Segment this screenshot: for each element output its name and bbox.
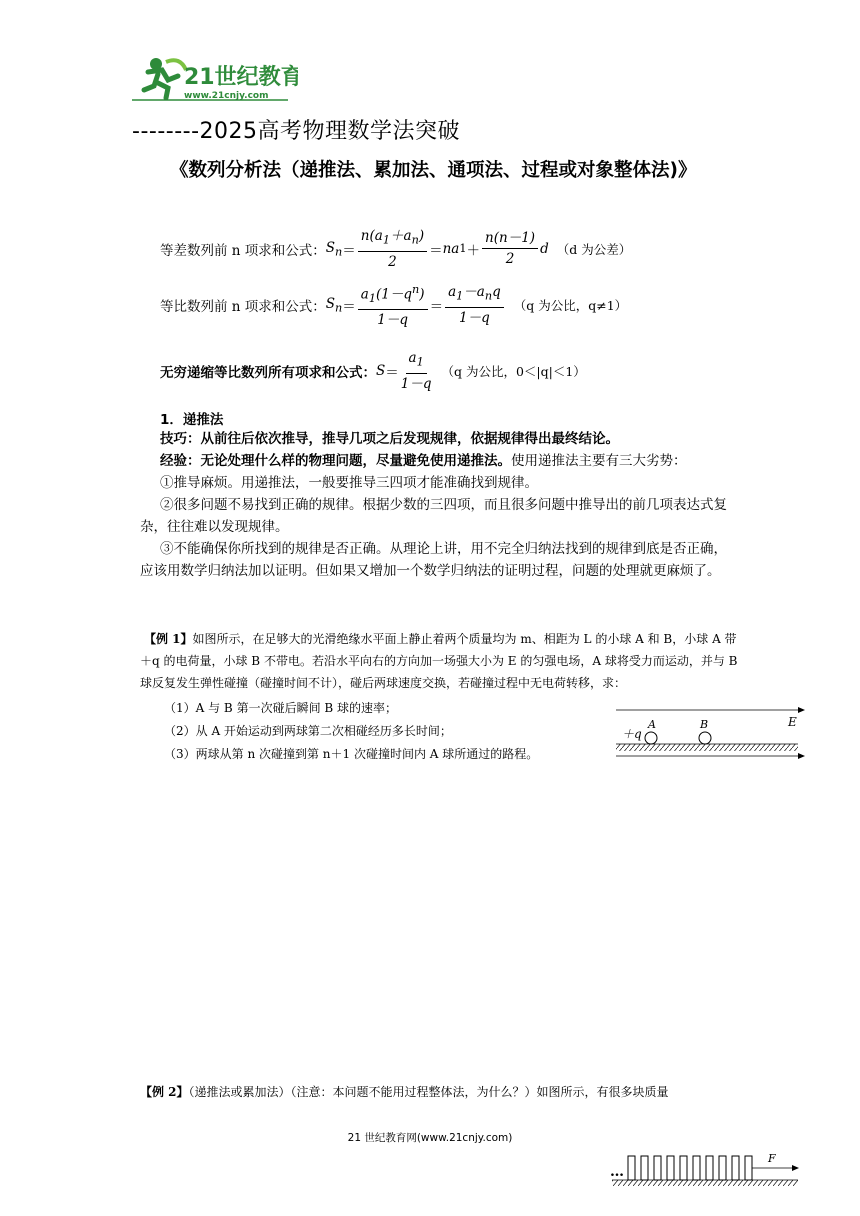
site-logo <box>128 52 298 104</box>
ball-a-label: A <box>648 718 656 731</box>
ball-b-label: B <box>700 718 709 731</box>
logo-text: 21世纪教育 <box>184 65 298 90</box>
example-1-question-3: （3）两球从第 n 次碰撞到第 n＋1 次碰撞时间内 A 球所通过的路程。 <box>164 747 539 761</box>
infinite-sum-formula: 无穷递缩等比数列所有项求和公式： S ＝ $\frac{a_1}{1-q}$ （q 为公比，0＜|q|＜1） <box>160 350 586 392</box>
page-footer: 21 世纪教育网(www.21cnjy.com) <box>347 1132 513 1144</box>
example-1-text <box>140 628 738 694</box>
arithmetic-formula-note: （d 为公差） <box>556 241 632 257</box>
infinite-formula-note: （q 为公比，0＜|q|＜1） <box>441 363 586 379</box>
example-1-question-1: （1）A 与 B 第一次碰后瞬间 B 球的速率； <box>164 701 398 715</box>
continuation-dots: … <box>610 1164 624 1180</box>
arithmetic-sum-formula: 等差数列前 n 项求和公式： $S_n$ ＝ $\frac{n(a_1+a_n)}{2}$ ＝ na 1 ＋ $\frac{n(n-1)}{2}$ d （d 为公差） <box>160 228 632 270</box>
disadvantage-2: ②很多问题不易找到正确的规律。根据少数的三四项，而且很多问题中推导出的前几项表达式复杂，往往难以发现规律。 <box>140 497 727 535</box>
series-title: --------2025高考物理数学法突破 <box>132 119 460 144</box>
force-label: F <box>768 1152 776 1165</box>
charge-label: ＋q <box>622 727 642 741</box>
disadvantage-1: ①推导麻烦。用递推法，一般要推导三四项才能准确找到规律。 <box>160 475 538 491</box>
arithmetic-formula-label: 等差数列前 n 项求和公式： <box>160 242 326 259</box>
experience-rest: 使用递推法主要有三大劣势： <box>511 453 687 469</box>
example-1-tag: 【例 1】 <box>144 632 193 646</box>
field-label: E <box>788 715 797 729</box>
disadvantage-3: ③不能确保你所找到的规律是否正确。从理论上讲，用不完全归纳法找到的规律到底是否正确，应该用数学归纳法加以证明。但如果又增加一个数学归纳法的证明过程，问题的处理就更麻烦了。 <box>140 541 727 579</box>
geometric-sum-formula: 等比数列前 n 项求和公式： $S_n$ ＝ $\frac{a_1(1-q^n)}{1-q}$ ＝ $\frac{a_1-a_nq}{1-q}$ （q 为公比，q≠1） <box>160 280 627 330</box>
section-heading: 1．递推法 <box>160 412 224 428</box>
experience-bold: 经验：无论处理什么样的物理问题，尽量避免使用递推法。 <box>160 453 511 469</box>
geometric-formula-note: （q 为公比，q≠1） <box>513 298 628 314</box>
infinite-formula-label: 无穷递缩等比数列所有项求和公式： <box>160 364 376 381</box>
example-1-figure <box>612 706 808 762</box>
technique-text: 技巧：从前往后依次推导，推导几项之后发现规律，依据规律得出最终结论。 <box>160 431 619 447</box>
example-1-body: 如图所示，在足够大的光滑绝缘水平面上静止着两个质量均为 m、相距为 L 的小球 A 和 B，小球 A 带＋q 的电荷量，小球 B 不带电。若沿水平向右的方向加一场强大小为 E 的匀强电场，A 球将受力而运动，并与 B 球反复发生弹性碰撞（碰撞时间不计），碰后两球速度交换，若碰撞过程中无电荷转移，求： <box>140 632 738 690</box>
example-2-text <box>140 1081 738 1103</box>
example-2-body: （递推法或累加法）（注意：本问题不能用过程整体法，为什么？）如图所示，有很多块质量 <box>188 1085 669 1099</box>
document-title: 《数列分析法（递推法、累加法、通项法、过程或对象整体法)》 <box>170 160 697 181</box>
logo-url: www.21cnjy.com <box>184 91 269 101</box>
example-2-figure <box>608 1150 804 1190</box>
example-2-tag: 【例 2】 <box>140 1085 189 1099</box>
experience-paragraph <box>140 450 730 472</box>
example-1-question-2: （2）从 A 开始运动到两球第二次相碰经历多长时间； <box>164 724 452 738</box>
technique-paragraph <box>140 428 730 582</box>
geometric-formula-label: 等比数列前 n 项求和公式： <box>160 299 326 316</box>
